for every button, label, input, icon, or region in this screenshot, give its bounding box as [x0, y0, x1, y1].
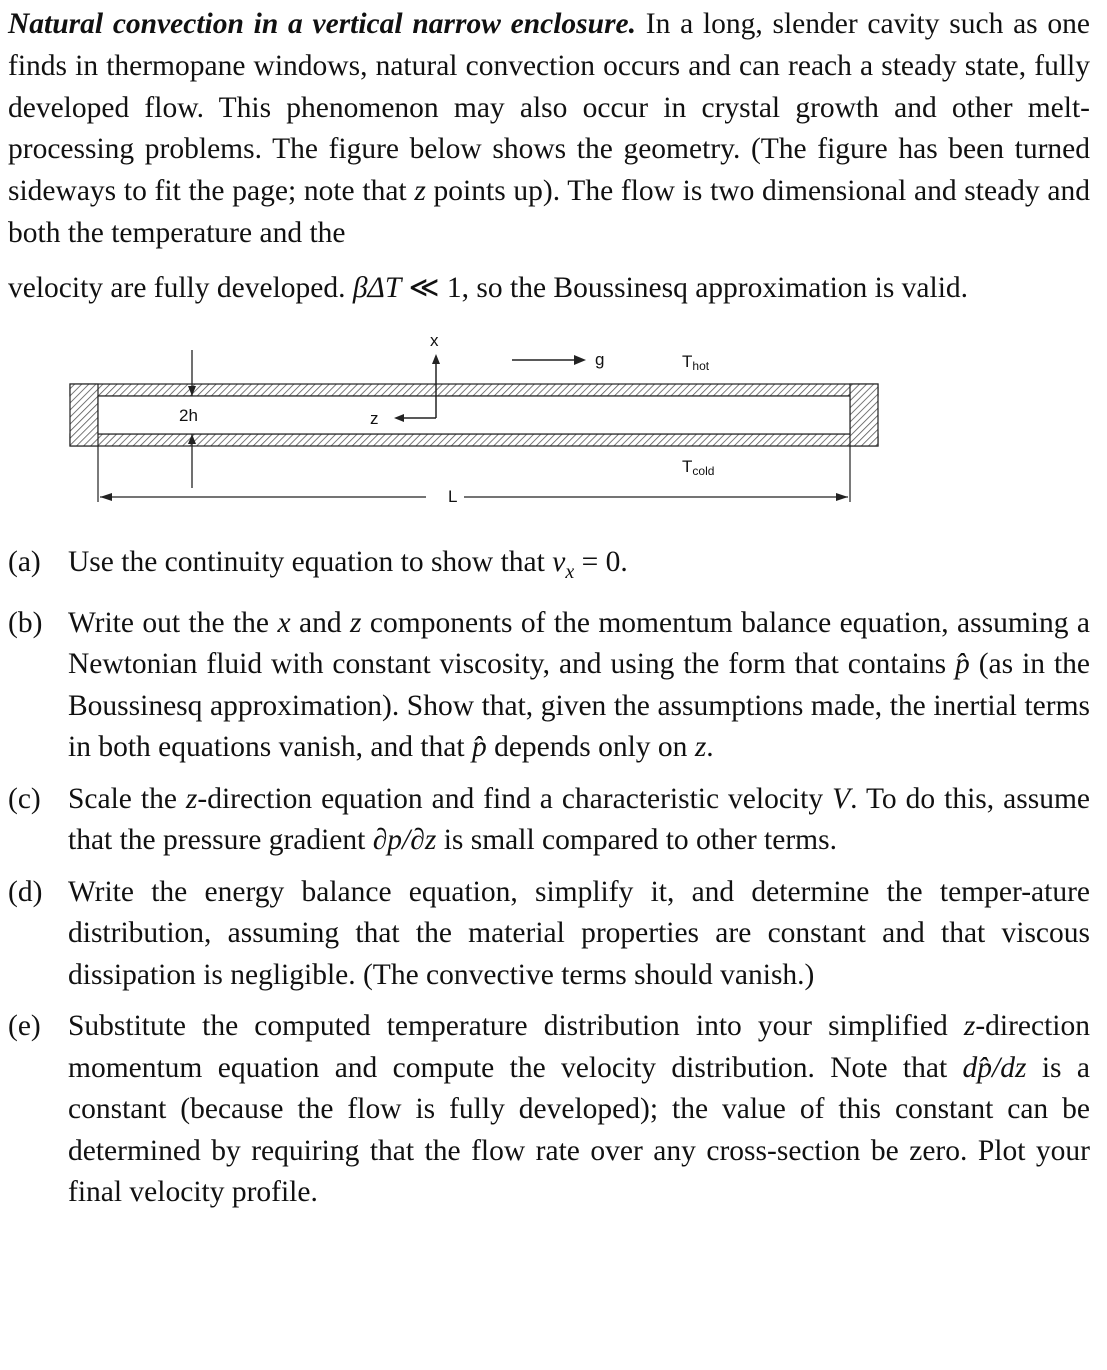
part-text: Substitute the computed temperature distribution into your simplified z-direction momentum equation and compute the velocity distribution. Note that dp̂/dz is a constant (because the flow is fully developed); the value of this constant can be determined by requiring that the flow rate over any cross-section be zero. Plot your final velocity profile.	[68, 1010, 1090, 1209]
t-hot-label: $T_{hot}$	[682, 351, 710, 373]
L-arrow-left	[100, 493, 112, 501]
question-parts	[8, 542, 1090, 1214]
part-text: Write the energy balance equation, simplify it, and determine the temper-ature distribution, assuming that the material properties are constant and that viscous dissipation is negligible. (The convective terms should vanish.)	[68, 875, 1090, 991]
L-label: L	[448, 486, 458, 506]
part-label: (a)	[8, 545, 41, 578]
L-arrow-right	[836, 493, 848, 501]
x-axis-arrow	[432, 354, 440, 364]
part-a	[8, 542, 1090, 593]
part-label: (c)	[8, 782, 41, 815]
cavity	[98, 396, 850, 434]
x-axis-label: x	[430, 330, 439, 350]
gravity-arrow-head	[574, 355, 586, 365]
part-text: Write out the the x and z components of the momentum balance equation, assuming a Newtonian fluid with constant viscosity, and using the form that contains p̂ (as in the Boussinesq approximation). Show that, given the assumptions made, the inertial terms in both equations vanish, and that p̂ depends only on z.	[68, 606, 1091, 764]
enclosure-diagram	[8, 330, 1090, 530]
part-b	[8, 603, 1090, 769]
part-c	[8, 779, 1090, 862]
part-label: (e)	[8, 1010, 41, 1043]
part-label: (d)	[8, 875, 43, 908]
problem-page	[8, 4, 1090, 1224]
problem-title: Natural convection in a vertical narrow enclosure.	[8, 8, 637, 40]
part-e	[8, 1006, 1090, 1214]
right-end-cap	[850, 384, 878, 446]
enclosure-figure	[8, 330, 1090, 530]
2h-label: 2h	[179, 405, 198, 425]
intro-paragraph-2: velocity are fully developed. βΔT ≪ 1, so the Boussinesq approximation is valid.	[8, 271, 969, 304]
intro-paragraph-1: Natural convection in a vertical narrow enclosure. In a long, slender cavity such as one finds in thermopane windows, natural convection occurs and can reach a steady state, fully developed flow. This phenomenon may also occur in crystal growth and other melt-processing problems. The figure below shows the geometry. (The figure has been turned sideways to fit the page; note that z points up). The flow is two dimensional and steady and both the temperature and the	[8, 8, 1090, 249]
part-d	[8, 872, 1090, 997]
t-cold-label: $T_{cold}$	[682, 456, 715, 478]
left-end-cap	[70, 384, 98, 446]
part-label: (b)	[8, 606, 43, 639]
gravity-label: g	[595, 349, 605, 369]
part-text: Use the continuity equation to show that $v_x = 0$.	[68, 545, 628, 583]
part-text: Scale the z-direction equation and find a characteristic velocity V. To do this, assume that the pressure gradient ∂p/∂z is small compared to other terms.	[68, 782, 1090, 857]
z-axis-label: z	[370, 408, 379, 428]
